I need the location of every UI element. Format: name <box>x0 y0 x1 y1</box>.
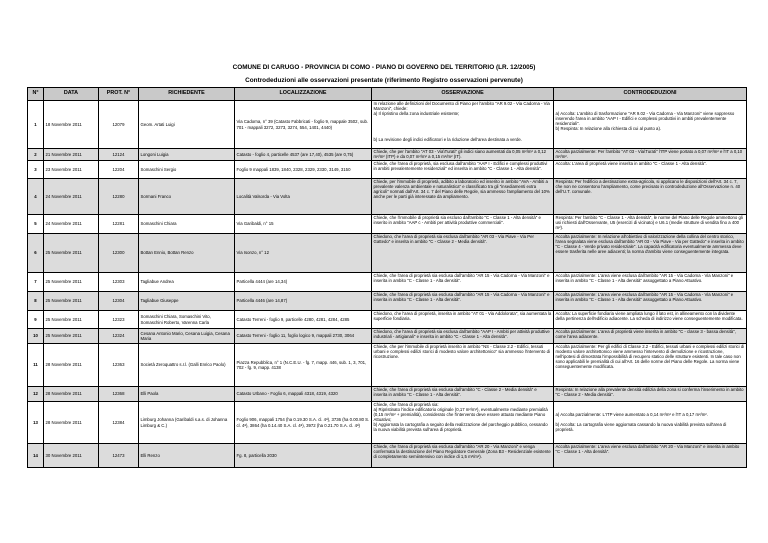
row-number: 12 <box>28 387 44 402</box>
table-row <box>28 161 747 179</box>
row-date: 18 Novembre 2011 <box>44 101 99 149</box>
row-protocol: 12304 <box>99 292 139 311</box>
row-counterdeduction: Accolta: La superficie fondiaria viene ampliata lungo il lato est, in allineamento con la dividente della pertinenza dell'edificio adiacente. La scheda di indirizzo viene conseguentemente modificata. <box>554 311 747 329</box>
table-row <box>28 273 747 292</box>
row-applicant: Limburg Johanna (Garibaldi s.a.s. di Johanna Limburg & C.) <box>139 402 235 444</box>
row-location: Via Isonzo, n° 12 <box>235 234 372 273</box>
row-protocol: 12323 <box>99 311 139 329</box>
row-counterdeduction: Accolta parzialmente: L'area di proprietà viene inserita in ambito "C - classe 3 - bassa densità", come l'area adiacente. <box>554 329 747 344</box>
row-number: 14 <box>28 444 44 468</box>
row-date: 24 Novembre 2011 <box>44 179 99 215</box>
page-subtitle: Controdeduzioni alle osservazioni presentate (riferimento Registro osservazioni pervenute) <box>245 77 523 84</box>
table-row <box>28 179 747 215</box>
row-date: 25 Novembre 2011 <box>44 234 99 273</box>
row-protocol: 12124 <box>99 149 139 161</box>
row-location: Catasto Terreni - foglio 11, foglio logico 9, mappali 2730, 3064 <box>235 329 372 344</box>
row-observation: Chiede, che per l'immobile di proprietà inserito in ambito "NS - Classe 2.2 - Edifici, tessuti urbani e complessi edilizi storici di modesto valore architettonico" sia ammesso l'intervento di ricostruzione. <box>372 344 554 387</box>
col-header-controdeduzioni: CONTRODEDUZIONI <box>554 88 747 101</box>
table-row <box>28 149 747 161</box>
row-number: 3 <box>28 161 44 179</box>
row-applicant: Elli Renzo <box>139 444 235 468</box>
row-protocol: 12363 <box>99 344 139 387</box>
row-applicant: Bottan Ennio, Bottan Renzo <box>139 234 235 273</box>
col-header-richiedente: RICHIEDENTE <box>139 88 235 101</box>
row-observation: Chiede, che l'area di proprietà sia esclusa dall'ambito "AR 15 - Via Cadorna - Via Manzoni" e inserita in ambito "C - Classe 1 - Alta densità". <box>372 292 554 311</box>
row-location: Via Cadorna, n° 39 (Catasto Fabbricati - foglio 9, mappale 3502, sub. 701 - mappali 3272, 3273, 3274, 554, 1401, 4440) <box>235 101 372 149</box>
row-counterdeduction: a) Accolta: L'ambito di trasformazione "AR 9.02 - Via Cadorna - Via Manzoni" viene soppresso inserendo l'area in ambito "AAP I - Edifici e complessi produttivi in ambiti prevalentemente residenziali". b) Respinta: In relazione alla richiesta di cui al punto a). <box>554 101 747 149</box>
row-date: 30 Novembre 2011 <box>44 444 99 468</box>
row-protocol: 12473 <box>99 444 139 468</box>
row-applicant: Sormani Franco <box>139 179 235 215</box>
row-date: 25 Novembre 2011 <box>44 311 99 329</box>
row-number: 8 <box>28 292 44 311</box>
row-date: 25 Novembre 2011 <box>44 329 99 344</box>
row-observation: Chiedono, che l'area di proprietà, inserita in ambito "AT 01 - Via Addolorata", sia aumentata la superficie fondiaria. <box>372 311 554 329</box>
row-applicant: Somaschini Chiara <box>139 215 235 234</box>
row-location: Catasto Terreni - foglio 9, particelle 4280, 4281, 4284, 4285 <box>235 311 372 329</box>
col-header-n: N° <box>28 88 44 101</box>
row-applicant: Longoni Luigia <box>139 149 235 161</box>
row-observation: Chiede, che l'area di proprietà sia esclusa dall'ambito "AR 20 - Via Manzoni" e venga confermata la destinazione del Piano Regolatore Generale (Zona B3 - Residenziale esistente di completamento semiintensivo con indice di 1,5 m³/m²). <box>372 444 554 468</box>
row-counterdeduction: Accolta parzialmente: L'area viene esclusa dall'ambito "AR 15 - Via Cadorna - Via Manzoni" e inserita in ambito "C - Classe 1 - Alta densità" assoggettato a Piano Attuativo. <box>554 292 747 311</box>
observations-table <box>27 87 747 468</box>
row-protocol: 12384 <box>99 402 139 444</box>
table-row <box>28 402 747 444</box>
row-number: 6 <box>28 234 44 273</box>
row-protocol: 12079 <box>99 101 139 149</box>
row-counterdeduction: Accolta parzialmente: L'area viene esclusa dall'ambito "AR 20 - Via Manzoni" e inserita in ambito "C - Classe 1 - Alta densità". <box>554 444 747 468</box>
row-number: 5 <box>28 215 44 234</box>
row-date: 28 Novembre 2011 <box>44 402 99 444</box>
row-date: 24 Novembre 2011 <box>44 215 99 234</box>
row-location: Piazza Repubblica, n° 1 (N.C.E.U. - fg. 7, mapp. 446, sub. 1, 3, 701, 702 - fg. 9, mapp. 4138 <box>235 344 372 387</box>
row-location: Particella 4446 (are 14,87) <box>235 292 372 311</box>
col-header-prot: PROT. N° <box>99 88 139 101</box>
row-protocol: 12280 <box>99 179 139 215</box>
row-location: Via Garibaldi, n° 15 <box>235 215 372 234</box>
row-number: 4 <box>28 179 44 215</box>
row-number: 13 <box>28 402 44 444</box>
row-location: Fg. 8, particella 2030 <box>235 444 372 468</box>
row-location: Catasto Urbano - Foglio 6, mappali 4318, 4319, 4320 <box>235 387 372 402</box>
row-counterdeduction: Accolta parzialmente: In relazione all'obiettivo di valorizzazione della collina del centro storico, l'area segnalata viene esclusa dall'ambito "AR 03 - Via Piave - Via per Gattedo" e inserita in ambito "C - Classe 4 - Verde privato residenziale". La capacità edificatoria eventualmente ammessa deve essere trasferita nelle aree adiacenti; la norma d'ambito viene conseguentemente integrata. <box>554 234 747 273</box>
row-counterdeduction: Accolta: L'area di proprietà viene inserita in ambito "C - Classe 1 - Alta densità". <box>554 161 747 179</box>
row-protocol: 12204 <box>99 161 139 179</box>
row-date: 23 Novembre 2011 <box>44 161 99 179</box>
row-location: Catasto - foglio 4, particelle 4537 (are 17,40), 4535 (are 0,75) <box>235 149 372 161</box>
row-protocol: 12368 <box>99 387 139 402</box>
row-observation: In relazione alle definizioni del Documento di Piano per l'ambito "AR 9.02 - Via Cadorna - Via Manzoni", chiede: a) Il ripristino della zona industriale esistente; b) La revisione degli indici edificatori e la riduzione dell'area destinata a verde. <box>372 101 554 149</box>
row-protocol: 12303 <box>99 273 139 292</box>
row-protocol: 12324 <box>99 329 139 344</box>
row-number: 11 <box>28 344 44 387</box>
row-location: Località Valsorda - Via Volta <box>235 179 372 215</box>
row-observation: Chiede, che l'area di proprietà sia: a) Ripristinato l'indice edificatorio originale (0,17 m²/m²), eventualmente mediante premialità (0,15 m²/m² + premialità), considerato che l'intervento deve essere attuato mediante Piano Attuativo; b) Aggiornata la cartografia a seguito della realizzazione del parcheggio pubblico, cessando la nuova viabilità prevista sull'area di proprietà. <box>372 402 554 444</box>
table-row <box>28 444 747 468</box>
row-applicant: Cesana Antonio Mario, Cesana Luigia, Cesana Maria <box>139 329 235 344</box>
table-body <box>28 101 747 468</box>
table-row <box>28 311 747 329</box>
row-counterdeduction: Respinta: In relazione alla prevalente densità edilizia della zona si conferma l'inserimento in ambito "C - Classe 2 - Media densità". <box>554 387 747 402</box>
row-date: 28 Novembre 2011 <box>44 387 99 402</box>
table-row <box>28 329 747 344</box>
row-date: 25 Novembre 2011 <box>44 273 99 292</box>
row-number: 2 <box>28 149 44 161</box>
row-number: 1 <box>28 101 44 149</box>
row-location: Foglio 906, mappali 1754 (ha 0.19.30 S.A. cl. 4ª), 3736 (ha 0.00.80 S. cl. 4ª), 3864 (ha 0.14.40 S.A. cl. 4ª), 3972 (ha 0.21.70 S.A. cl. 4ª) <box>235 402 372 444</box>
row-applicant: Somaschini Sergio <box>139 161 235 179</box>
row-protocol: 12281 <box>99 215 139 234</box>
row-observation: Chiede, per l'immobile di proprietà, adibito a laboratorio ed inserito in ambito "AVA - Ambiti a prevalente valenza ambientale e naturalistica" e classificato tra gli "insediamenti extra agricoli" normati dall'Art. 34 c. 7 del Piano delle Regole, sia ammesso l'ampliamento del 10% anche per le parti già interessate da ampliamento. <box>372 179 554 215</box>
row-observation: Chiede, che l'area di proprietà, sia esclusa dall'ambito "AAP I - Edifici e complessi produttivi in ambiti prevalentemente residenziali" ed inserita in ambito "C - Classe 1 - Alta densità". <box>372 161 554 179</box>
row-number: 9 <box>28 311 44 329</box>
row-counterdeduction: a) Accolta parzialmente: L'ITP viene aumentato a 0,14 m²/m² e l'IT a 0,17 m²/m². b) Accolta: La cartografia viene aggiornata cassando la nuova viabilità prevista sull'area di proprietà. <box>554 402 747 444</box>
row-date: 28 Novembre 2011 <box>44 344 99 387</box>
col-header-osservazione: OSSERVAZIONE <box>372 88 554 101</box>
row-counterdeduction: Accolta parzialmente: Per l'ambito "AT 03 - Via\Turati" l'ITP viene portato a 0,07 m²/m² e l'IT a 0,10 m²/m². <box>554 149 747 161</box>
row-location: Particella 4444 (are 14,34) <box>235 273 372 292</box>
row-observation: Chiedono, che l'area di proprietà sia esclusa dall'ambito "AR 03 - Via Piave - Via Per Gattedo" e inserita in ambito "C - Classe 2 - Media densità". <box>372 234 554 273</box>
table-row <box>28 234 747 273</box>
row-observation: Chiede, che per l'ambito "AT 03 - Via\Turati" gli indici siano aumentati da 0,05 m²/m² a 0,12 m²/m² (ITP) e da 0,07 m²/m² a 0,15 m²/m² (IT). <box>372 149 554 161</box>
row-applicant: Società Zeroquattro s.r.l. (Galli Enrico Paolo) <box>139 344 235 387</box>
row-observation: Chiede, che l'immobile di proprietà sia escluso dall'ambito "C - Classe 1 - Alta densità" e inserito in ambito "AAP c - Ambiti per attività produttive commerciali". <box>372 215 554 234</box>
row-counterdeduction: Respinta: Per l'ambito "C - Classe 1 - Alta densità", le norme del Piano delle Regole ammettono gli usi richiesti dall'Osservante, U5 (esercizi di vicinato) e U6.1 (medie strutture di vendita fino a 400 m²). <box>554 215 747 234</box>
row-applicant: Geom. Artati Luigi <box>139 101 235 149</box>
col-header-data: DATA <box>44 88 99 101</box>
table-row <box>28 344 747 387</box>
row-applicant: Elli Paola <box>139 387 235 402</box>
table-row <box>28 292 747 311</box>
row-applicant: Somaschini Chiara, Somaschini Vito, Somaschini Roberto, Varenna Carla <box>139 311 235 329</box>
row-counterdeduction: Accolta parzialmente: Per gli edifici di Classe 2.2 - Edifici, tessuti urbani e complessi edilizi storici di modesto valore architettonico viene ammesso l'intervento di demolizione e ricostruzione, nell'ipotesi di dimostrata l'impossibilità di recupero statico delle strutture esistenti. In tale caso non sono applicabili le premialità di cui all'Art. 16 delle norme del Piano delle Regole. La norma viene conseguentemente modificata. <box>554 344 747 387</box>
row-date: 21 Novembre 2011 <box>44 149 99 161</box>
row-observation: Chiede, che l'area di proprietà sia esclusa dall'ambito "C - Classe 2 - Media densità" e inserita in ambito "C - Classe 1 - Alta densità". <box>372 387 554 402</box>
row-date: 25 Novembre 2011 <box>44 292 99 311</box>
row-applicant: Tagliabue Andrea <box>139 273 235 292</box>
table-row <box>28 101 747 149</box>
col-header-localizzazione: LOCALIZZAZIONE <box>235 88 372 101</box>
table-header-row <box>28 88 747 101</box>
row-location: Foglio 9 mappali 1839, 1840, 2328, 2329, 2330, 3149, 3150 <box>235 161 372 179</box>
table-row <box>28 387 747 402</box>
table-row <box>28 215 747 234</box>
row-counterdeduction: Accolta parzialmente: L'area viene esclusa dall'ambito "AR 15 - Via Cadorna - Via Manzoni" e inserita in ambito "C - Classe 1 - Alta densità" assoggettato a Piano Attuativo. <box>554 273 747 292</box>
row-applicant: Tagliabue Giuseppe <box>139 292 235 311</box>
row-number: 10 <box>28 329 44 344</box>
row-number: 7 <box>28 273 44 292</box>
row-observation: Chiede, che l'area di proprietà sia esclusa dall'ambito "AR 15 - Via Cadorna - Via Manzoni" e inserita in ambito "C - Classe 1 - Alta densità". <box>372 273 554 292</box>
page-title: COMUNE DI CARUGO - PROVINCIA DI COMO - PIANO DI GOVERNO DEL TERRITORIO (LR. 12/2005) <box>232 64 536 71</box>
row-protocol: 12300 <box>99 234 139 273</box>
row-counterdeduction: Respinta: Per l'edificio a destinazione extra-agricola, si applicano le disposizioni dell'Art. 34 c. 7, che non ne consentono l'ampliamento, come precisato in controdeduzione all'Osservazione n. 40 dell'U.T. comunale. <box>554 179 747 215</box>
row-observation: Chiedono, che l'area di proprietà sia esclusa dall'ambito "AAP I - Ambiti per attività produttive industriali - artigianali" e inserita in ambito "C - Classe 1 - Alta densità". <box>372 329 554 344</box>
